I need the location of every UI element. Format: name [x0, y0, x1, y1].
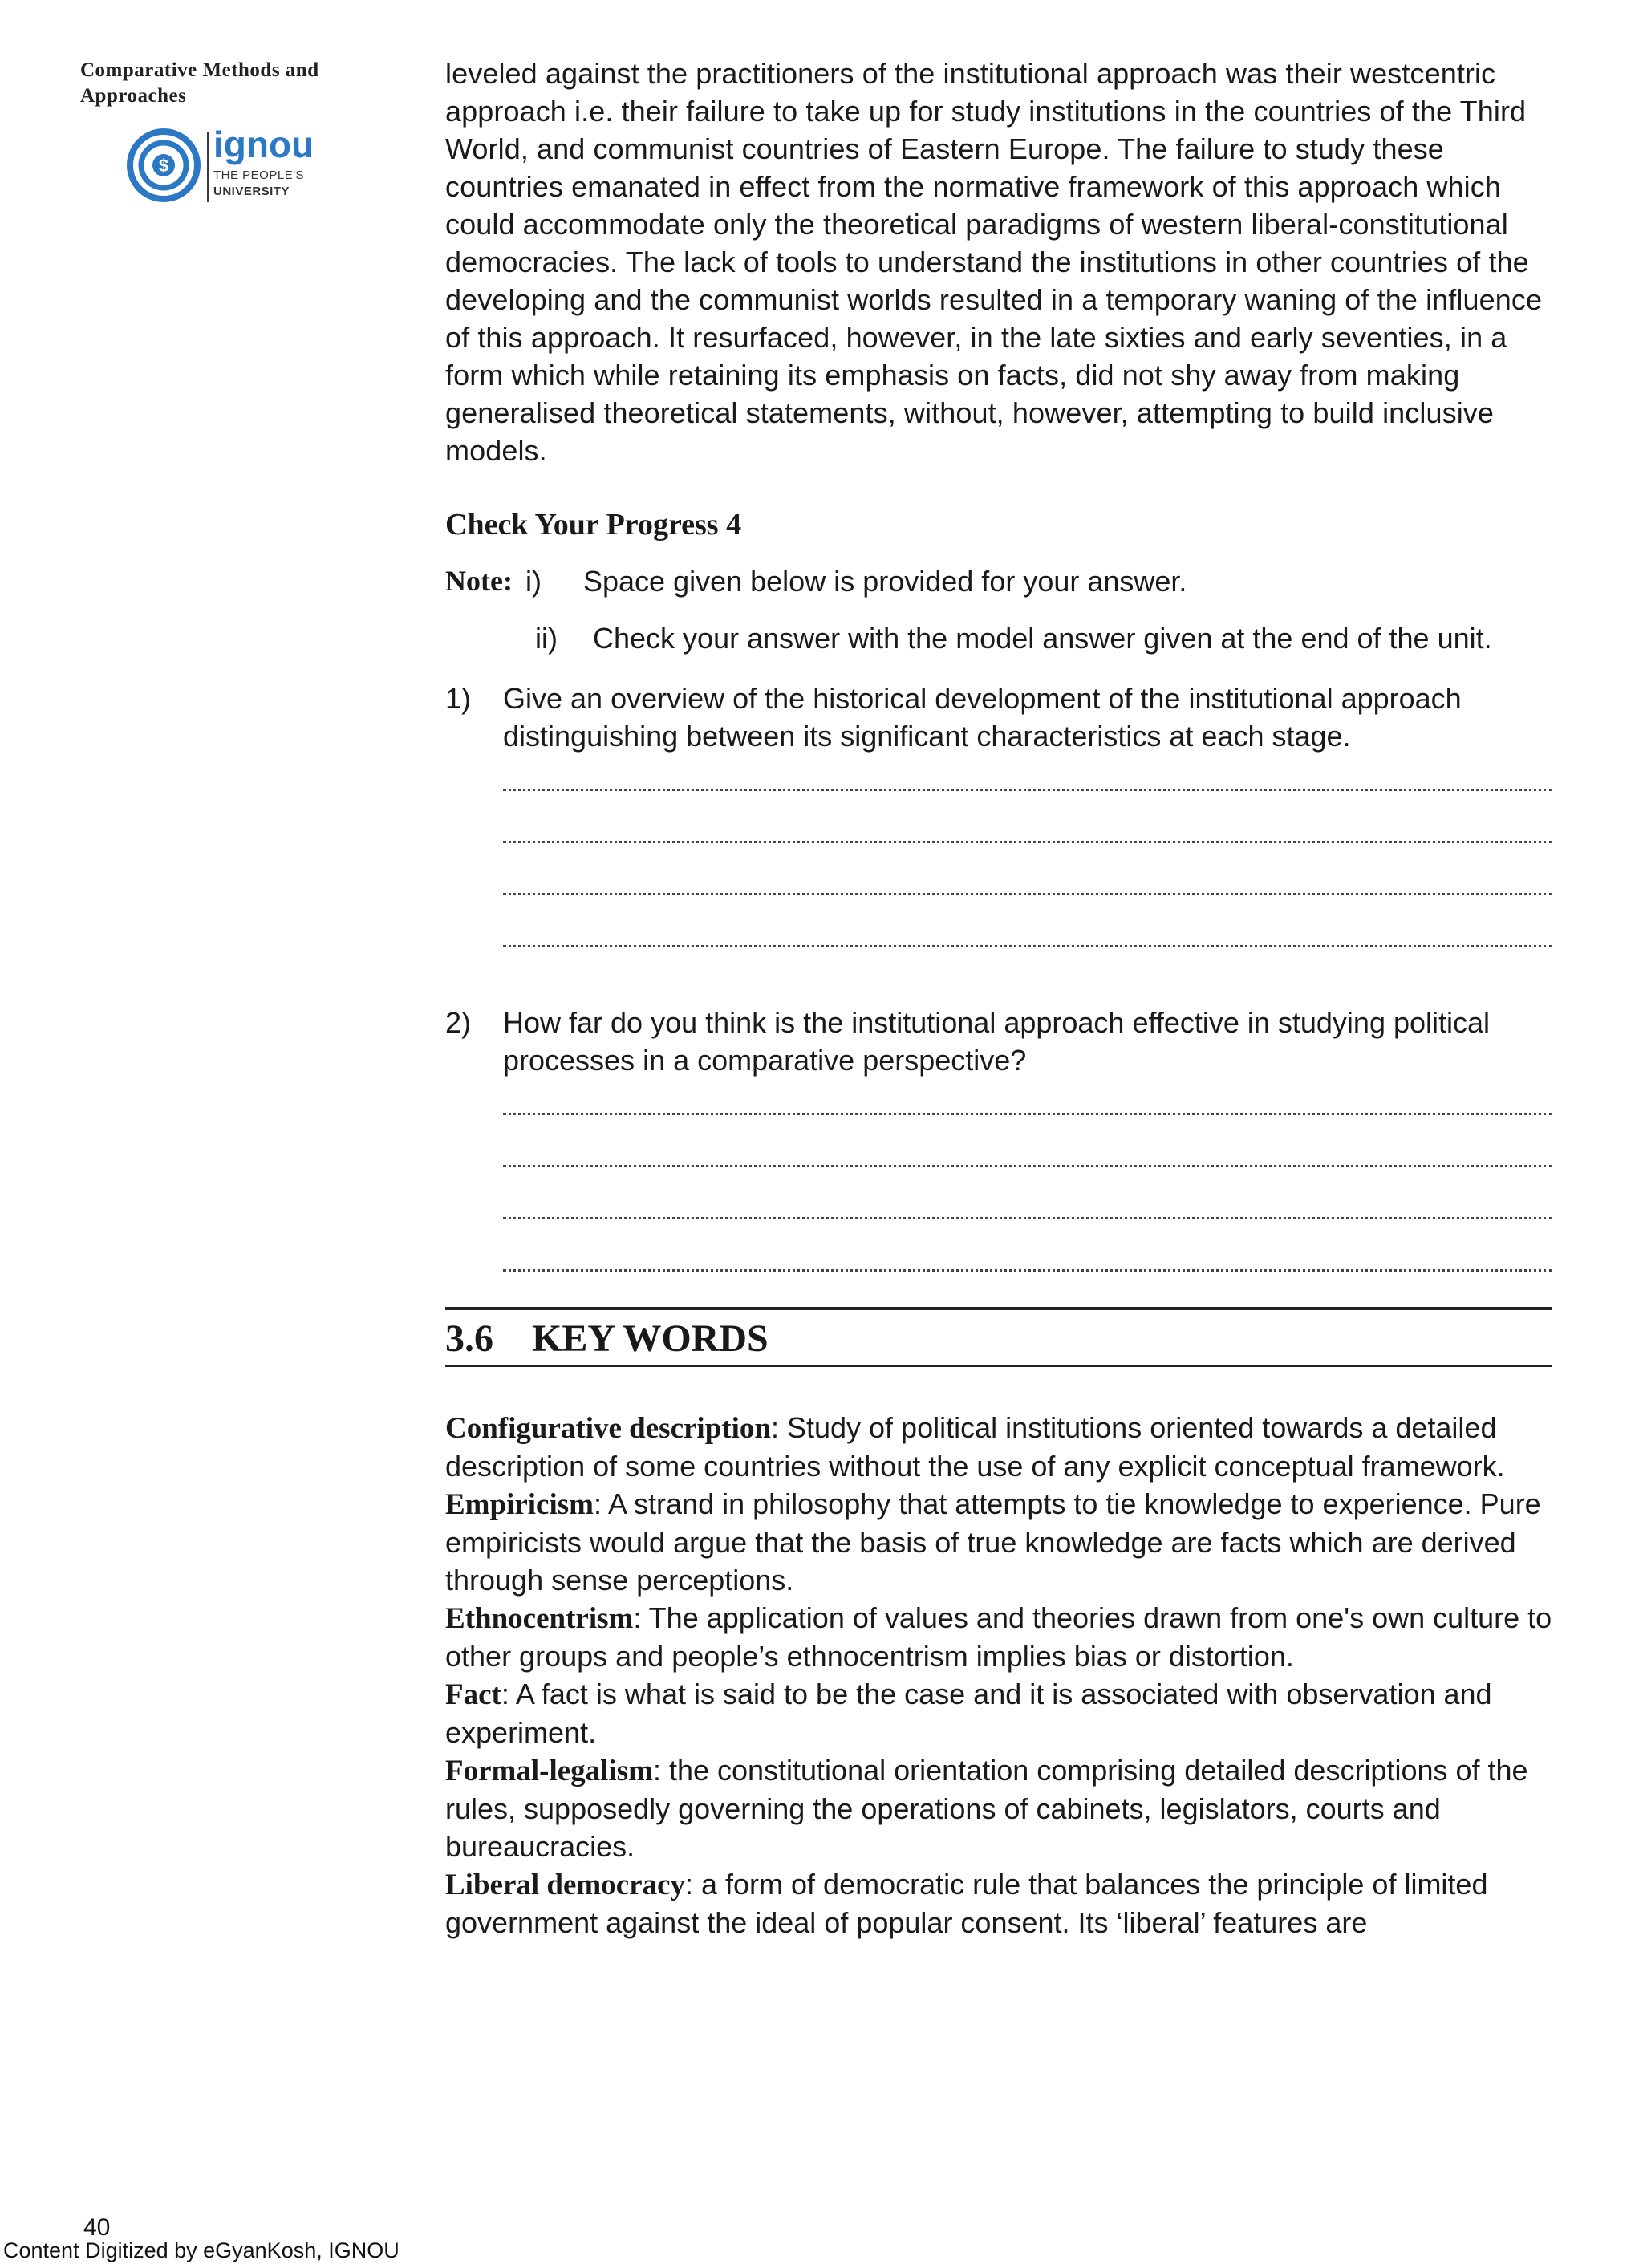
question-text: How far do you think is the institutional approach effective in studying political processes in a comparative perspective?: [503, 1006, 1491, 1077]
key-word-definition: : A fact is what is said to be the case and it is associated with observation and experiment.: [445, 1678, 1492, 1749]
answer-line[interactable]: [503, 943, 1552, 947]
key-word-definition: : the constitutional orientation comprising detailed descriptions of the rules, supposedly governing the operations of cabinets, legislators, courts and bureaucracies.: [445, 1754, 1528, 1863]
key-word-definition: : The application of values and theories drawn from one's own culture to other groups and people’s ethnocentrism implies bias or distortion.: [445, 1601, 1552, 1673]
section-title: KEY WORDS: [532, 1317, 769, 1360]
key-word-entry: [445, 1599, 1552, 1675]
key-word-term: Empiricism: [445, 1488, 594, 1521]
key-word-term: Formal-legalism: [445, 1755, 653, 1787]
note-text: Space given below is provided for your answer.: [583, 565, 1187, 598]
question-1: [445, 680, 1552, 755]
key-word-entry: [445, 1485, 1552, 1599]
running-header-line1: Comparative Methods and: [80, 59, 319, 81]
key-word-term: Liberal democracy: [445, 1868, 685, 1901]
key-word-entry: [445, 1751, 1552, 1865]
note-row-1: [445, 562, 1552, 600]
key-word-entry: [445, 1865, 1552, 1941]
ignou-logo: [127, 124, 335, 205]
footer-credit: Content Digitized by eGyanKosh, IGNOU: [3, 2238, 400, 2262]
logo-subtitle-1: THE PEOPLE'S: [213, 168, 305, 182]
running-header: [80, 58, 401, 109]
note-label: Note:: [445, 565, 513, 597]
question-number: 1): [445, 682, 472, 715]
running-header-line2: Approaches: [80, 85, 187, 107]
answer-line[interactable]: [503, 1215, 1552, 1219]
section-heading: [445, 1310, 1552, 1365]
key-word-term: Fact: [445, 1678, 501, 1711]
section-rule-bottom: [445, 1365, 1552, 1367]
note-text: Check your answer with the model answer given at the end of the unit.: [593, 622, 1492, 655]
check-progress-title: Check Your Progress 4: [445, 508, 742, 542]
logo-wordmark: ignou: [213, 124, 314, 165]
answer-line[interactable]: [503, 839, 1552, 843]
main-content: [445, 55, 1552, 1941]
answer-line[interactable]: [503, 1268, 1552, 1272]
note-number: i): [525, 565, 542, 598]
key-word-entry: [445, 1409, 1552, 1485]
question-text: Give an overview of the historical development of the institutional approach distinguishing between its significant characteristics at each stage.: [503, 682, 1462, 753]
answer-line[interactable]: [503, 1111, 1552, 1115]
key-word-definition: : a form of democratic rule that balances the principle of limited government against the ideal of popular consent. Its ‘liberal’ features are: [445, 1868, 1488, 1939]
answer-line[interactable]: [503, 891, 1552, 895]
svg-text:$: $: [158, 156, 169, 176]
key-word-definition: : Study of political institutions oriented towards a detailed description of some countries without the use of any explicit conceptual framework.: [445, 1411, 1505, 1483]
key-word-term: Configurative description: [445, 1412, 771, 1445]
page-number: 40: [83, 2214, 111, 2241]
question-number: 2): [445, 1006, 472, 1039]
ignou-emblem-icon: [127, 128, 201, 202]
note-number: ii): [535, 622, 558, 655]
intro-paragraph: leveled against the practitioners of the institutional approach was their westcentric approach i.e. their failure to take up for study institutions in the countries of the Third World, and communist countries of Eastern Europe. The failure to study these countries emanated in effect from the normative framework of this approach which could accommodate only the theoretical paradigms of western liberal-constitutional democracies. The lack of tools to understand the institutions in other countries of the developing and the communist worlds resulted in a temporary waning of the influence of this approach. It resurfaced, however, in the late sixties and early seventies, in a form which while retaining its emphasis on facts, did not shy away from making generalised theoretical statements, without, however, attempting to build inclusive models.: [445, 57, 1543, 467]
key-word-definition: : A strand in philosophy that attempts to tie knowledge to experience. Pure empiricists would argue that the basis of true knowledge are facts which are derived through sense perceptions.: [445, 1487, 1541, 1597]
key-word-entry: [445, 1675, 1552, 1751]
question-2: [445, 1004, 1552, 1079]
logo-subtitle-2: UNIVERSITY: [213, 185, 290, 198]
key-word-term: Ethnocentrism: [445, 1602, 634, 1635]
section-number: 3.6: [445, 1317, 493, 1360]
note-row-2: [535, 619, 1552, 657]
answer-line[interactable]: [503, 787, 1552, 791]
logo-divider: [207, 132, 209, 202]
answer-line[interactable]: [503, 1163, 1552, 1167]
